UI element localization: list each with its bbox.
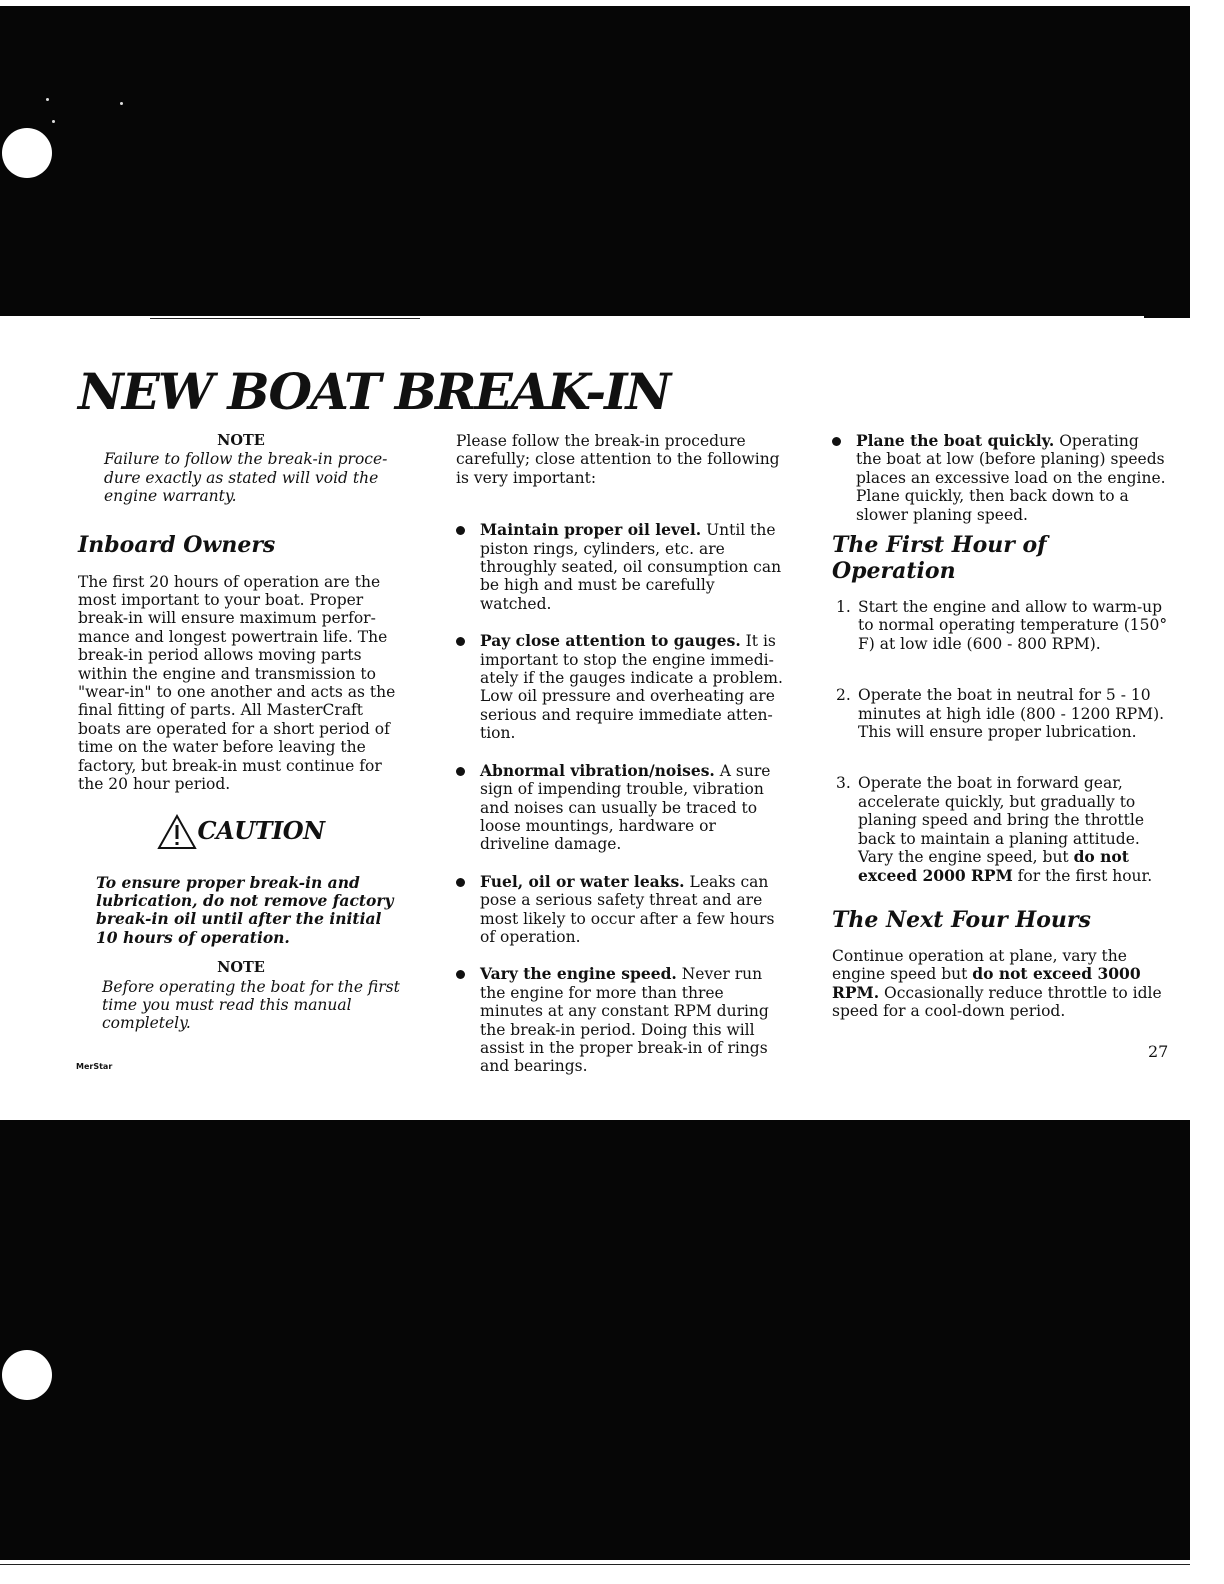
page-number: 27 bbox=[1148, 1042, 1169, 1061]
punch-hole-top bbox=[2, 128, 52, 178]
list-item bbox=[456, 762, 786, 854]
note-label: NOTE bbox=[217, 432, 265, 449]
item-text: A sure sign of impending trouble, vibration and noises can usually be traced to loose mountings, hardware or driveline damage. bbox=[480, 761, 771, 854]
intro-paragraph: Please follow the break-in procedure carefully; close attention to the following is very important: bbox=[456, 432, 780, 487]
item-lead: Maintain proper oil level. bbox=[480, 520, 702, 540]
bullet-icon bbox=[456, 767, 465, 776]
list-item bbox=[456, 965, 786, 1075]
item-text: Leaks can pose a serious safety threat and are most likely to occur after a few hours of operation. bbox=[480, 872, 775, 946]
paragraph-emphasis: do not exceed 3000 RPM. bbox=[832, 964, 1141, 1002]
step-item bbox=[832, 774, 1168, 884]
list-item bbox=[456, 632, 786, 742]
item-text: Operating the boat at low (before planing) speeds places an excessive load on the engine. Plane quickly, then back down to a slower planing speed. bbox=[856, 432, 1166, 524]
scan-line bbox=[150, 318, 420, 319]
note-text: Failure to follow the break-in proce-dure exactly as stated will void the engine warranty. bbox=[104, 450, 388, 506]
bullet-icon bbox=[456, 878, 465, 887]
section-heading: Inboard Owners bbox=[78, 531, 276, 558]
step-text-emphasis: do not exceed 2000 RPM bbox=[858, 847, 1129, 885]
bullet-icon bbox=[456, 637, 465, 646]
step-item bbox=[832, 686, 1168, 741]
bottom-black-band bbox=[0, 1120, 1190, 1560]
bullet-icon bbox=[456, 970, 465, 979]
page-title: NEW BOAT BREAK-IN bbox=[78, 362, 670, 421]
list-item bbox=[456, 873, 786, 947]
column-left bbox=[78, 432, 404, 1033]
punch-hole-bottom bbox=[2, 1350, 52, 1400]
caution-label: CAUTION bbox=[197, 816, 325, 846]
section-heading: The First Hour of Operation bbox=[832, 532, 1047, 585]
step-text: for the first hour. bbox=[1012, 866, 1153, 885]
item-text: Never run the engine for more than three minutes at any constant RPM during the break-in period. Doing this will assist in the proper break-in of rings and bearings. bbox=[480, 965, 769, 1076]
caution-header bbox=[78, 812, 404, 852]
list-item bbox=[832, 432, 1168, 524]
warning-triangle-icon bbox=[157, 814, 197, 850]
bullet-list bbox=[456, 521, 786, 1076]
body-paragraph bbox=[832, 947, 1168, 1021]
step-number: 1. bbox=[836, 598, 851, 617]
caution-text: To ensure proper break-in and lubrication, do not remove factory break-in oil until after the initial 10 hours of operation. bbox=[96, 872, 394, 947]
column-middle bbox=[456, 432, 786, 1095]
top-black-band bbox=[0, 6, 1190, 316]
section-heading: The Next Four Hours bbox=[832, 906, 1091, 933]
top-band-edge bbox=[1144, 300, 1190, 318]
step-text: Operate the boat in neutral for 5 - 10 minutes at high idle (800 - 1200 RPM). This will ensure proper lubrication. bbox=[858, 686, 1165, 742]
paragraph-text: Continue operation at plane, vary the engine speed but bbox=[832, 946, 1127, 984]
item-lead: Abnormal vibration/noises. bbox=[480, 760, 715, 780]
item-lead: Plane the boat quickly. bbox=[856, 431, 1055, 450]
item-text: It is important to stop the engine immedi-ately if the gauges indicate a problem. Low oil pressure and overheating are serious and require immediate atten-tion. bbox=[480, 632, 783, 743]
step-list bbox=[832, 598, 1168, 885]
column-right bbox=[832, 432, 1168, 1021]
body-paragraph: The first 20 hours of operation are the most important to your boat. Proper break-in will ensure maximum perfor-mance and longest powertrain life. The break-in period allows moving parts within the engine and transmission to "wear-in" to one another and acts as the final fitting of parts. All MasterCraft boats are operated for a short period of time on the water before leaving the factory, but break-in must continue for the 20 hour period. bbox=[78, 572, 396, 794]
note-text: Before operating the boat for the first time you must read this manual completely. bbox=[102, 977, 400, 1033]
scan-speck bbox=[120, 102, 123, 105]
item-text: Until the piston rings, cylinders, etc. are throughly seated, oil consumption can be high and must be carefully watched. bbox=[480, 521, 782, 613]
step-text: Start the engine and allow to warm-up to normal operating temperature (150° F) at low idle (600 - 800 RPM). bbox=[858, 598, 1168, 653]
item-lead: Vary the engine speed. bbox=[480, 964, 677, 984]
list-item bbox=[456, 521, 786, 613]
scan-speck bbox=[46, 98, 49, 101]
item-lead: Pay close attention to gauges. bbox=[480, 631, 741, 651]
bullet-icon bbox=[832, 437, 841, 446]
scan-speck bbox=[52, 120, 55, 123]
step-item bbox=[832, 598, 1168, 653]
step-number: 3. bbox=[836, 774, 851, 793]
bullet-list bbox=[832, 432, 1168, 524]
paragraph-text: Occasionally reduce throttle to idle speed for a cool-down period. bbox=[832, 983, 1162, 1021]
step-text: Operate the boat in forward gear, accelerate quickly, but gradually to planing speed and bring the throttle back to maintain a planing attitude. Vary the engine speed, but bbox=[858, 774, 1145, 867]
scan-line bbox=[0, 1564, 1190, 1565]
brand-logo: MerStar bbox=[76, 1062, 113, 1071]
step-number: 2. bbox=[836, 686, 851, 705]
note-label: NOTE bbox=[217, 959, 265, 977]
bullet-icon bbox=[456, 526, 465, 535]
item-lead: Fuel, oil or water leaks. bbox=[480, 871, 685, 891]
